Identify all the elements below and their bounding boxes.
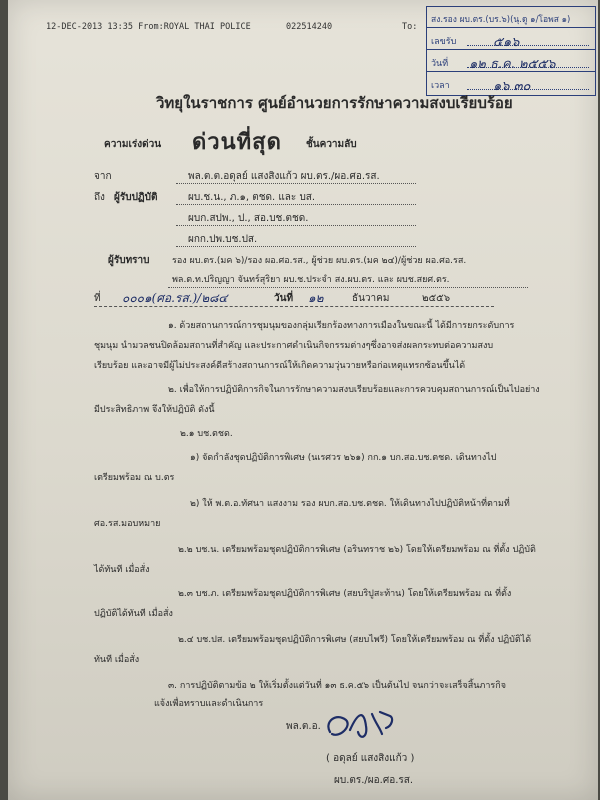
- to-role: ผู้รับปฏิบัติ: [114, 192, 158, 203]
- stamp-time-label: เวลา: [431, 81, 450, 91]
- body-line: ๑) จัดกำลังชุดปฏิบัติการพิเศษ (นเรศวร ๒๖๑) กก.๑ บก.สอ.บช.ตชด. เดินทางไป: [190, 453, 497, 463]
- fax-header: 12-DEC-2013 13:35 From:ROYAL THAI POLICE: [46, 22, 251, 32]
- stamp-receipt-row: [427, 29, 595, 50]
- body-line: ๒.๒ บช.น. เตรียมพร้อมชุดปฏิบัติการพิเศษ (อรินทราช ๒๖) โดยให้เตรียมพร้อม ณ ที่ตั้ง ปฏิบัติ: [178, 545, 536, 555]
- body-line: ๒.๔ บช.ปส. เตรียมพร้อมชุดปฏิบัติการพิเศษ (สยบไพรี) โดยให้เตรียมพร้อม ณ ที่ตั้ง ปฏิบัติได้: [178, 635, 532, 645]
- date-day: ๑๒: [308, 291, 324, 305]
- signature-image: [320, 704, 410, 748]
- stamp-agency-row: [427, 7, 595, 28]
- body-line: เรียบร้อย และอาจมีผู้ไม่ประสงค์ดีสร้างสถานการณ์ให้เกิดความวุ่นวายหรือก่อเหตุแทรกซ้อนขึ้นได้: [94, 361, 466, 371]
- urgency-label: ความเร่งด่วน: [104, 139, 162, 150]
- stamp-date-value: ๑๒ ธ.ค. ๒๕๕๖: [469, 57, 556, 72]
- body-line: ได้ทันที เมื่อสั่ง: [94, 565, 150, 575]
- body-line: แจ้งเพื่อทราบและดำเนินการ: [154, 699, 264, 709]
- cc-line-1: รอง ผบ.ตร.(มค ๖)/รอง ผอ.ศอ.รส., ผู้ช่วย ผบ.ตร.(มค ๒๔)/ผู้ช่วย ผอ.ศอ.รส.: [172, 256, 467, 266]
- signer-rank: พล.ต.อ.: [286, 721, 321, 732]
- stamp-time-value: ๑๖ ๓๐: [493, 79, 531, 94]
- body-line: มีประสิทธิภาพ จึงให้ปฏิบัติ ดังนี้: [94, 405, 215, 415]
- body-line: ทันที เมื่อสั่ง: [94, 655, 140, 665]
- fax-to-label: To:: [402, 22, 418, 32]
- date-label: วันที่: [274, 293, 294, 304]
- receipt-stamp: [426, 6, 596, 96]
- urgency-value: ด่วนที่สุด: [192, 130, 282, 155]
- to-line-1: ผบ.ช.น., ภ.๑, ตชด. และ บส.: [188, 192, 316, 203]
- body-line: ๒) ให้ พ.ต.อ.ทัศนา แสงงาม รอง ผบก.สอ.บช.ตชด. ให้เดินทางไปปฏิบัติหน้าที่ตามที่: [190, 499, 510, 509]
- body-line: เตรียมพร้อม ณ บ.ตร: [94, 473, 175, 483]
- body-line: ๓. การปฏิบัติตามข้อ ๒ ให้เริ่มตั้งแต่วันที่ ๑๓ ธ.ค.๕๖ เป็นต้นไป จนกว่าจะเสร็จสิ้นภารกิจ: [168, 681, 506, 691]
- body-line: ๒.๑ บช.ตชด.: [180, 429, 233, 439]
- body-line: ๒. เพื่อให้การปฏิบัติการกิจในการรักษาความสงบเรียบร้อยและการควบคุมสถานการณ์เป็นไปอย่าง: [168, 385, 540, 395]
- signer-name: ( อดุลย์ แสงสิงแก้ว ): [326, 753, 415, 764]
- cc-label: ผู้รับทราบ: [108, 255, 150, 266]
- document-title: วิทยุในราชการ ศูนย์อำนวยการรักษาความสงบเรียบร้อย: [156, 94, 513, 112]
- stamp-agency: สง.รอง ผบ.ตร.(บร.๖)(นุ.ดู ๑/โอพส ๑): [431, 15, 571, 25]
- from-label: จาก: [94, 171, 112, 182]
- stamp-receipt-label: เลขรับ: [431, 37, 457, 47]
- secrecy-label: ชั้นความลับ: [306, 139, 357, 150]
- ref-label: ที่: [94, 293, 101, 304]
- fax-number: 022514240: [286, 22, 333, 32]
- to-line-3: ผกก.ปพ.บช.ปส.: [188, 234, 258, 245]
- signer-title: ผบ.ตร./ผอ.ศอ.รส.: [334, 775, 414, 786]
- body-line: ปฏิบัติได้ทันที เมื่อสั่ง: [94, 609, 173, 619]
- body-line: ศอ.รส.มอบหมาย: [94, 519, 161, 529]
- body-line: ๑. ด้วยสถานการณ์การชุมนุมของกลุ่มเรียกร้องทางการเมืองในขณะนี้ ได้มีการยกระดับการ: [168, 321, 515, 331]
- from-value: พล.ต.ต.อดุลย์ แสงสิงแก้ว ผบ.ตร./ผอ.ศอ.รส.: [188, 171, 380, 182]
- ref-value: ๐๐๐๑(ศอ.รส.)/๒๘๔: [122, 291, 228, 305]
- body-line: ๒.๓ บช.ภ. เตรียมพร้อมชุดปฏิบัติการพิเศษ (สยบริปูสะท้าน) โดยให้เตรียมพร้อม ณ ที่ตั้ง: [178, 589, 512, 599]
- document-page: [8, 0, 598, 800]
- to-label: ถึง: [94, 192, 105, 203]
- stamp-date-label: วันที่: [431, 59, 449, 69]
- cc-line-2: พล.ต.ท.ปริญญา จันทร์สุริยา ผบ.ช.ประจำ สง.ผบ.ตร. และ ผบช.สยศ.ตร.: [172, 275, 450, 285]
- stamp-receipt-value: ๕๑๖: [493, 35, 520, 50]
- stamp-date-row: [427, 51, 595, 72]
- body-line: ชุมนุม นำมวลชนปิดล้อมสถานที่สำคัญ และประกาศดำเนินกิจกรรมต่างๆซึ่งอาจส่งผลกระทบต่อความสงบ: [94, 341, 494, 351]
- date-year: ๒๕๕๖: [422, 293, 451, 304]
- stamp-time-row: [427, 73, 595, 93]
- to-line-2: ผบก.สปพ., ป., สอ.บช.ตชด.: [188, 213, 309, 224]
- date-month: ธันวาคม: [352, 293, 390, 304]
